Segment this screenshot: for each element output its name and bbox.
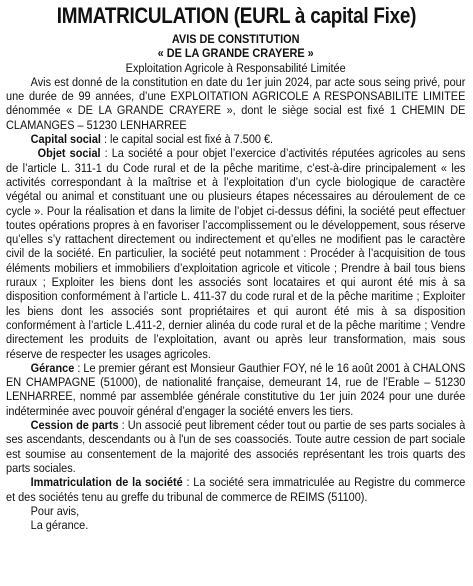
capital-label: Capital social bbox=[30, 132, 101, 147]
objet-paragraph bbox=[6, 146, 465, 360]
gerance-text: : Le premier gérant est Monsieur Gauthier FOY, né le 16 août 2001 à CHALONS EN CHAMPAGNE (51000), de nationalité française, demeurant 14, rue de l’Erable – 51230 LENHARREE, nommé par assemblée générale constitutive du 1er juin 2024 pour une durée indéterminée avec pouvoir général d’engager la société envers les tiers. bbox=[6, 360, 466, 418]
closing-pour-avis: Pour avis, bbox=[30, 503, 80, 518]
notice-title: AVIS DE CONSTITUTION bbox=[171, 32, 300, 46]
company-name: « DE LA GRANDE CRAYERE » bbox=[157, 46, 314, 61]
objet-label: Objet social bbox=[37, 146, 101, 161]
notice-body bbox=[6, 32, 465, 532]
cession-text: : Un associé peut librement céder tout ou partie de ses parts sociales à ses ascendants, descendants ou à l'un de ses coassociés. Toute autre cession de part sociale est soumise au consentement de la majorité des associés représentant les trois quarts des parts sociales. bbox=[6, 418, 466, 475]
objet-text: : La société a pour objet l’exercice d’activités réputées agricoles au sens de l’article L. 311-1 du Code rural et de la pêche maritime, c’est-à-dire principalement « les activités correspondant à la maîtrise et à l’exploitation d’un cycle biologique de caractère végétal ou animal et constituant une ou plusieurs étapes nécessaires au déroulement de ce cycle ». Pour la réalisation et dans la limite de l’objet ci-dessus défini, la société peut effectuer toutes opérations propres à en favoriser l’accomplissement ou le développement, sous réserve qu’elles s’y rattachent directement ou indirectement et qu’elles ne modifient pas le caractère civil de la société. En particulier, la société peut notamment : Procéder à l’acquisition de tous éléments mobiliers et immobiliers d’exploitation agricole et viticole ; Prendre à bail tous biens ruraux ; Exploiter les biens dont les associés sont locataires et qui auront été mis à sa disposition conformément à l’article L. 411-37 du code rural et de la pêche maritime ; Exploiter les biens dont les associés sont propriétaires et qui auront été mis à sa disposition conformément à l’article L.411-2, dernier alinéa du code rural et de la pêche maritime ; Vendre directement les produits de l’exploitation, avant ou après leur transformation, mais sous réserve de respecter les usages agricoles. bbox=[6, 146, 466, 361]
notice-headline: IMMATRICULATION (EURL à capital Fixe) bbox=[56, 3, 417, 28]
gerance-paragraph bbox=[6, 361, 465, 418]
intro-paragraph: Avis est donné de la constitution en date du 1er juin 2024, par acte sous seing privé, pour une durée de 99 années, d’une EXPLOITATION AGRICOLE A RESPONSABILITE LIMITEE dénommée « DE LA GRANDE CRAYERE », dont le siège social est fixé 1 CHEMIN DE CLAMANGES – 51230 LENHARREE bbox=[6, 74, 466, 132]
capital-text: : le capital social est fixé à 7.500 €. bbox=[100, 132, 274, 147]
immatriculation-paragraph bbox=[6, 475, 465, 504]
cession-label: Cession de parts bbox=[30, 418, 119, 433]
gerance-label: Gérance bbox=[30, 360, 75, 375]
immatriculation-label: Immatriculation de la société bbox=[30, 475, 183, 490]
capital-paragraph bbox=[6, 132, 465, 146]
immatriculation-text: : La société sera immatriculée au Registre du commerce et des sociétés tenu au greffe du tribunal de commerce de REIMS (51100). bbox=[6, 475, 466, 504]
company-form: Exploitation Agricole à Responsabilité Limitée bbox=[125, 60, 346, 75]
closing-signature: La gérance. bbox=[30, 518, 89, 533]
cession-paragraph bbox=[6, 418, 465, 475]
